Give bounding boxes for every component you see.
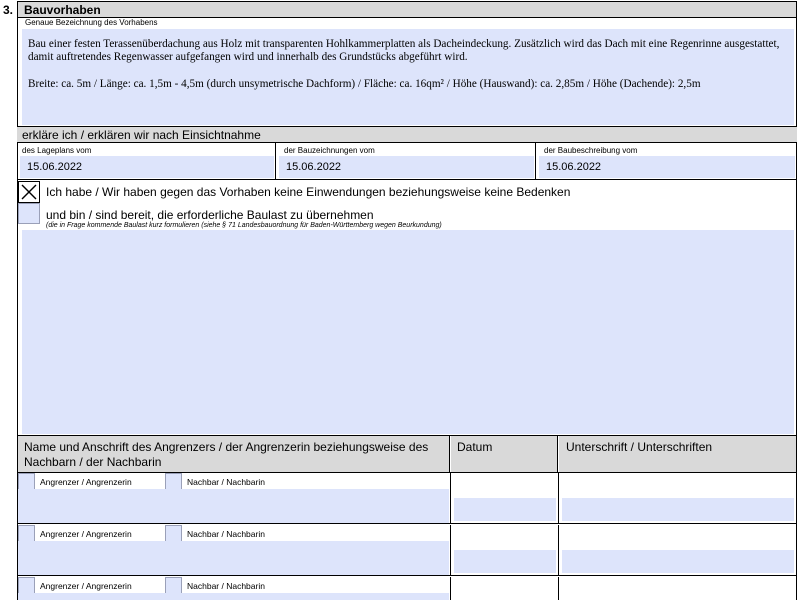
nachbar-checkbox[interactable]	[165, 525, 182, 542]
angrenzer-checkbox[interactable]	[18, 577, 35, 594]
declaration-title: erkläre ich / erklären wir nach Einsichtnahme	[22, 128, 261, 142]
lageplan-group	[18, 143, 276, 179]
section-header	[17, 1, 797, 18]
signature-column-header: Unterschrift / Unterschriften	[559, 436, 796, 472]
baulast-note: (die in Frage kommende Baulast kurz formulieren (siehe § 71 Landesbauordnung für Baden-Württemberg wegen Beurkundung)	[46, 222, 442, 229]
neighbor-date-input[interactable]	[454, 550, 556, 573]
angrenzer-checkbox[interactable]	[18, 525, 35, 542]
table-row	[18, 577, 796, 600]
neighbor-name-input[interactable]	[18, 489, 449, 523]
section-title: Bauvorhaben	[24, 3, 101, 17]
date-fields-row	[18, 143, 796, 180]
neighbor-date-input[interactable]	[454, 498, 556, 521]
nachbar-checkbox[interactable]	[165, 577, 182, 594]
angrenzer-label: Angrenzer / Angrenzerin	[40, 477, 132, 487]
section-number: 3.	[3, 3, 14, 17]
lageplan-label: des Lageplans vom	[22, 146, 92, 155]
baubeschreibung-date-input[interactable]: 15.06.2022	[539, 156, 795, 178]
baulast-checkbox[interactable]	[18, 203, 40, 224]
bauzeichnungen-label: der Bauzeichnungen vom	[284, 146, 375, 155]
declaration-header	[17, 126, 797, 143]
bauzeichnungen-date-input[interactable]: 15.06.2022	[279, 156, 534, 178]
description-field[interactable]	[22, 29, 794, 125]
baulast-textarea[interactable]	[22, 230, 794, 434]
description-label: Genaue Bezeichnung des Vorhabens	[25, 18, 158, 27]
baubeschreibung-label: der Baubeschreibung vom	[544, 146, 638, 155]
checkmark-x-icon	[19, 182, 39, 202]
nachbar-label: Nachbar / Nachbarin	[187, 529, 265, 539]
neighbor-name-input[interactable]	[18, 541, 449, 575]
neighbor-signature-input[interactable]	[562, 498, 794, 521]
neighbor-signature-input[interactable]	[562, 550, 794, 573]
nachbar-label: Nachbar / Nachbarin	[187, 477, 265, 487]
no-objection-checkbox[interactable]	[18, 181, 40, 203]
no-objection-label: Ich habe / Wir haben gegen das Vorhaben keine Einwendungen beziehungsweise keine Bedenken	[46, 185, 571, 199]
angrenzer-checkbox[interactable]	[18, 473, 35, 490]
angrenzer-label: Angrenzer / Angrenzerin	[40, 529, 132, 539]
nachbar-label: Nachbar / Nachbarin	[187, 581, 265, 591]
date-column-header: Datum	[451, 436, 558, 472]
baubeschreibung-group	[537, 143, 796, 179]
lageplan-date-input[interactable]: 15.06.2022	[20, 156, 274, 178]
description-text: Bau einer festen Terassenüberdachung aus Holz mit transparenten Hohlkammerplatten als Dacheindeckung. Zusätzlich wird das Dach mit eine Regenrinne ausgestattet, damit auftretendes Regenwasser aufgefangen wird und innerhalb des Grundstücks abgeführt wird.	[28, 38, 780, 63]
dimensions-text: Breite: ca. 5m / Länge: ca. 1,5m - 4,5m (durch unsymetrische Dachform) / Fläche: ca. 16qm² / Höhe (Hauswand): ca. 2,85m / Höhe (Dachende): 2,5m	[28, 78, 701, 90]
name-column-header: Name und Anschrift des Angrenzers / der Angrenzerin beziehungsweise des Nachbarn / der Nachbarin	[18, 436, 450, 472]
bauzeichnungen-group	[277, 143, 536, 179]
neighbor-name-input[interactable]	[18, 593, 449, 600]
table-row	[18, 525, 796, 576]
table-row	[18, 473, 796, 524]
nachbar-checkbox[interactable]	[165, 473, 182, 490]
baulast-label: und bin / sind bereit, die erforderliche Baulast zu übernehmen	[46, 208, 374, 222]
angrenzer-label: Angrenzer / Angrenzerin	[40, 581, 132, 591]
